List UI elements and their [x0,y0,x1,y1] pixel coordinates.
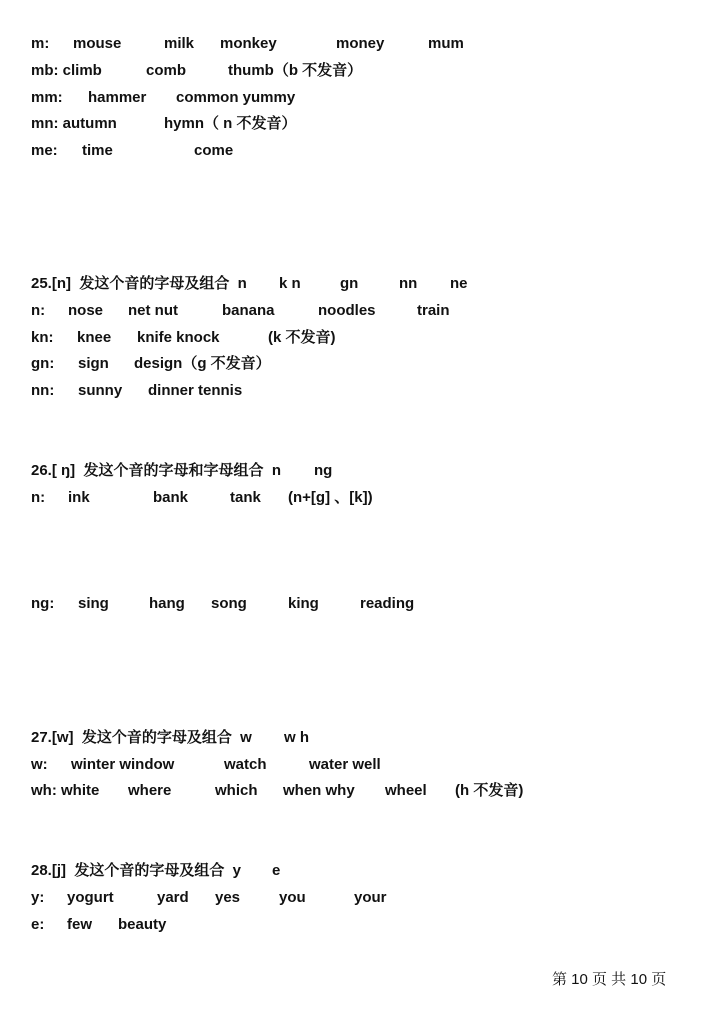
word: song [211,595,247,612]
word: dinner tennis [148,382,243,399]
word: gn [340,275,359,292]
word: ng [314,462,333,479]
word: yard [157,889,189,906]
section-title: 25.[n] 发这个音的字母及组合 n [31,275,247,292]
word: water well [309,756,381,773]
line-label: mb: climb [31,62,102,79]
word: design（g 不发音） [134,355,271,372]
word: ne [450,275,468,292]
word: your [354,889,387,906]
line-label: n: [31,489,46,506]
word: noodles [318,302,376,319]
word: tank [230,489,261,506]
word: come [194,142,234,159]
line-label: kn: [31,329,54,346]
word: sign [78,355,109,372]
word: watch [224,756,267,773]
word: mum [428,35,464,52]
word: when why [283,782,355,799]
word: which [215,782,258,799]
word: w h [284,729,309,746]
word: e [272,862,281,879]
line-label: m: [31,35,50,52]
word: bank [153,489,189,506]
line-label: mn: autumn [31,115,117,132]
word: nn [399,275,418,292]
line-label: wh: white [31,782,100,799]
word: common yummy [176,89,296,106]
line-label: gn: [31,355,55,372]
word: thumb（b 不发音） [228,62,363,79]
word: monkey [220,35,277,52]
word: nose [68,302,104,319]
section-title: 28.[j] 发这个音的字母及组合 y [31,862,242,879]
word: ink [68,489,90,506]
word: k n [279,275,301,292]
word: wheel [385,782,427,799]
word: train [417,302,450,319]
word: milk [164,35,195,52]
word: hang [149,595,185,612]
word: banana [222,302,275,319]
line-label: me: [31,142,58,159]
word: net nut [128,302,178,319]
word: (n+[g] 、[k]) [288,489,373,506]
word: hammer [88,89,147,106]
section-title: 27.[w] 发这个音的字母及组合 w [31,729,252,746]
line-label: mm: [31,89,63,106]
word: you [279,889,306,906]
word: king [288,595,319,612]
line-label: ng: [31,595,55,612]
line-label: w: [31,756,48,773]
line-label: e: [31,916,45,933]
page-number-footer: 第 10 页 共 10 页 [552,971,667,988]
word: mouse [73,35,122,52]
section-title: 26.[ ŋ] 发这个音的字母和字母组合 n [31,462,282,479]
word: comb [146,62,187,79]
word: time [82,142,113,159]
word: yogurt [67,889,114,906]
word: where [128,782,172,799]
line-label: y: [31,889,45,906]
line-label: n: [31,302,46,319]
word: few [67,916,93,933]
word: knife knock [137,329,220,346]
word: reading [360,595,415,612]
word: knee [77,329,112,346]
word: beauty [118,916,167,933]
line-label: nn: [31,382,55,399]
word: yes [215,889,241,906]
word: (k 不发音) [268,329,336,346]
word: sunny [78,382,123,399]
word: sing [78,595,109,612]
word: money [336,35,385,52]
word: winter window [71,756,175,773]
word: (h 不发音) [455,782,524,799]
word: hymn（ n 不发音） [164,115,297,132]
